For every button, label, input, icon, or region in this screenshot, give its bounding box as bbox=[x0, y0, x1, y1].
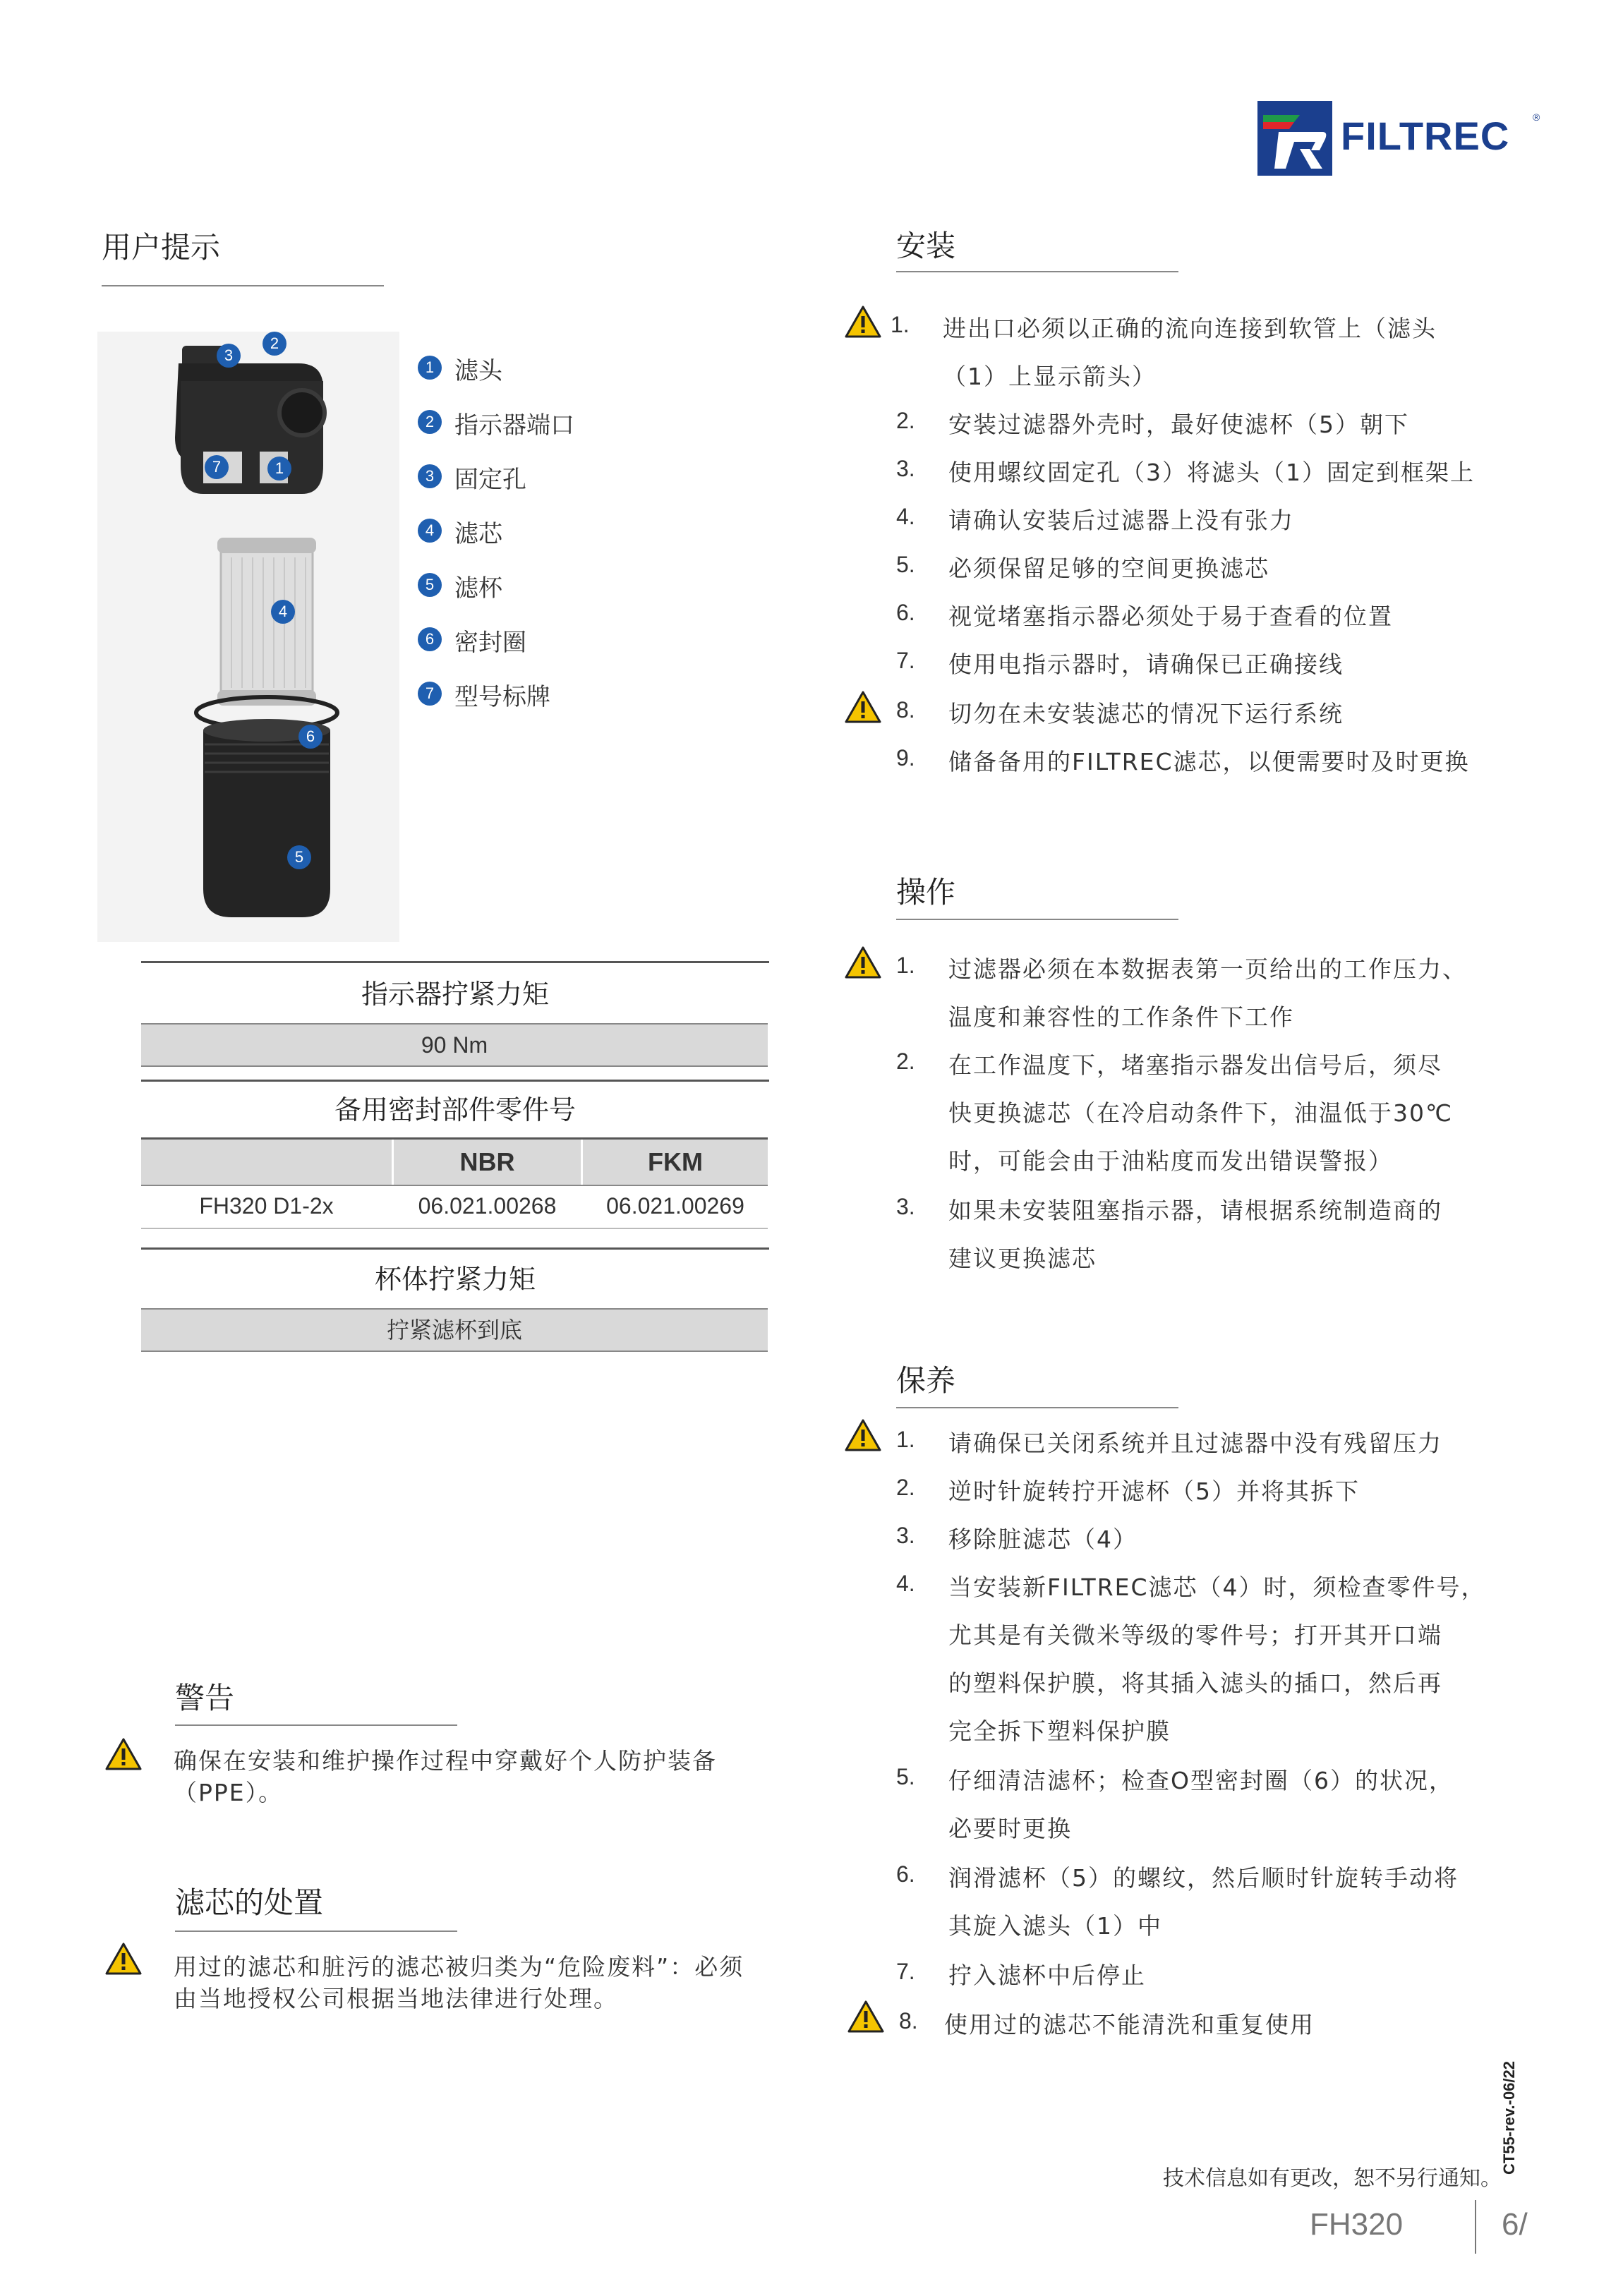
install-item-text: 必须保留足够的空间更换滤芯 bbox=[948, 555, 1269, 582]
callout-6: 6 bbox=[298, 725, 322, 749]
install-item-text: 使用螺纹固定孔（3）将滤头（1）固定到框架上 bbox=[948, 459, 1475, 486]
part-label: 滤芯 bbox=[454, 520, 502, 548]
seal-kit-title: 备用密封部件零件号 bbox=[334, 1094, 576, 1125]
maintenance-item-text: 移除脏滤芯（4） bbox=[948, 1525, 1138, 1553]
install-item-text: 请确认安装后过滤器上没有张力 bbox=[948, 507, 1294, 534]
operation-item-text: 在工作温度下，堵塞指示器发出信号后，须尽 bbox=[948, 1051, 1442, 1079]
part-number-badge: 2 bbox=[418, 410, 442, 434]
filtrec-logo-mark bbox=[1257, 101, 1332, 176]
seal-kit-header-row bbox=[141, 1137, 768, 1186]
bowl-torque-title: 杯体拧紧力矩 bbox=[374, 1264, 536, 1295]
warning-triangle-icon bbox=[104, 1942, 143, 1976]
seal-kit-nbr: 06.021.00268 bbox=[418, 1193, 557, 1219]
operation-item-text: 建议更换滤芯 bbox=[948, 1245, 1097, 1272]
install-item-number: 2. bbox=[896, 408, 915, 433]
maintenance-item-text: 的塑料保护膜，将其插入滤头的插口，然后再 bbox=[948, 1669, 1442, 1697]
maintenance-item-number: 2. bbox=[896, 1475, 915, 1500]
callout-3: 3 bbox=[217, 344, 241, 368]
maintenance-item-text: 逆时针旋转拧开滤杯（5）并将其拆下 bbox=[948, 1478, 1360, 1505]
table-rule bbox=[141, 1247, 769, 1250]
seal-kit-header-nbr: NBR bbox=[394, 1140, 583, 1185]
bowl-torque-value: 拧紧滤杯到底 bbox=[141, 1308, 768, 1352]
page-number: 6/ bbox=[1502, 2207, 1528, 2242]
disposal-rule bbox=[175, 1931, 457, 1932]
warning-triangle-icon bbox=[844, 945, 882, 979]
install-item-text: 使用电指示器时，请确保已正确接线 bbox=[948, 651, 1344, 678]
filter-exploded-illustration bbox=[97, 332, 399, 942]
callout-2: 2 bbox=[263, 332, 286, 356]
install-item-number: 4. bbox=[896, 504, 915, 529]
operation-item-number: 2. bbox=[896, 1049, 915, 1074]
maintenance-item-text: 使用过的滤芯不能清洗和重复使用 bbox=[944, 2011, 1315, 2038]
operation-item-text: 过滤器必须在本数据表第一页给出的工作压力、 bbox=[948, 955, 1467, 983]
install-item-text: 进出口必须以正确的流向连接到软管上（滤头 bbox=[943, 315, 1437, 342]
part-number-badge: 3 bbox=[418, 464, 442, 488]
operation-item-text: 时，可能会由于油粘度而发出错误警报） bbox=[948, 1147, 1393, 1175]
maintenance-item-number: 1. bbox=[896, 1427, 915, 1452]
maintenance-item-number: 4. bbox=[896, 1571, 915, 1596]
maintenance-item-text: 拧入滤杯中后停止 bbox=[948, 1962, 1146, 1989]
filter-drawing bbox=[97, 332, 399, 942]
table-rule bbox=[141, 961, 769, 963]
part-number-badge: 6 bbox=[418, 627, 442, 651]
maintenance-item-number: 5. bbox=[896, 1764, 915, 1789]
maintenance-item-text: 润滑滤杯（5）的螺纹，然后顺时针旋转手动将 bbox=[948, 1864, 1459, 1892]
maintenance-item-text: 当安装新FILTREC滤芯（4）时，须检查零件号， bbox=[948, 1573, 1486, 1601]
part-label: 型号标牌 bbox=[454, 683, 550, 711]
part-number-badge: 5 bbox=[418, 573, 442, 597]
install-item-text: 切勿在未安装滤芯的情况下运行系统 bbox=[948, 700, 1344, 727]
seal-kit-fkm: 06.021.00269 bbox=[606, 1193, 744, 1219]
maintenance-item-text: 完全拆下塑料保护膜 bbox=[948, 1717, 1171, 1745]
install-item-number: 1. bbox=[891, 312, 910, 337]
table-rule bbox=[141, 1080, 769, 1082]
callout-7: 7 bbox=[205, 455, 229, 479]
install-item-number: 5. bbox=[896, 552, 915, 577]
operation-item-text: 快更换滤芯（在冷启动条件下，油温低于30℃ bbox=[948, 1099, 1454, 1127]
seal-kit-model: FH320 D1-2x bbox=[199, 1193, 334, 1219]
maintenance-rule bbox=[896, 1407, 1178, 1408]
install-item-number: 8. bbox=[896, 697, 915, 723]
footer-note: 技术信息如有更改，恕不另行通知。 bbox=[1163, 2166, 1502, 2191]
warning-triangle-icon bbox=[847, 2000, 885, 2034]
installation-rule bbox=[896, 271, 1178, 272]
callout-4: 4 bbox=[271, 600, 295, 624]
user-tips-rule bbox=[102, 285, 384, 286]
warning-triangle-icon bbox=[844, 690, 882, 724]
footer-divider bbox=[1475, 2200, 1476, 2254]
maintenance-item-text: 尤其是有关微米等级的零件号；打开其开口端 bbox=[948, 1621, 1442, 1649]
disposal-title: 滤芯的处置 bbox=[175, 1885, 324, 1920]
seal-kit-header-blank bbox=[141, 1140, 394, 1185]
user-tips-title: 用户提示 bbox=[102, 230, 221, 265]
disposal-text-line2: 由当地授权公司根据当地法律进行处理。 bbox=[174, 1985, 618, 2012]
maintenance-item-number: 8. bbox=[899, 2008, 918, 2034]
part-label: 滤头 bbox=[454, 357, 502, 385]
warning-text-line2: （PPE）。 bbox=[174, 1779, 284, 1806]
warning-triangle-icon bbox=[104, 1737, 143, 1771]
warning-triangle-icon bbox=[844, 305, 882, 339]
install-item-number: 6. bbox=[896, 600, 915, 625]
part-label: 指示器端口 bbox=[454, 411, 574, 440]
disposal-text-line1: 用过的滤芯和脏污的滤芯被归类为“危险废料”：必须 bbox=[174, 1953, 744, 1981]
maintenance-item-text: 仔细清洁滤杯；检查O型密封圈（6）的状况， bbox=[948, 1767, 1454, 1794]
brand-name: FILTREC bbox=[1341, 114, 1510, 158]
maintenance-item-text: 其旋入滤头（1）中 bbox=[948, 1912, 1162, 1940]
indicator-torque-value: 90 Nm bbox=[141, 1023, 768, 1067]
part-number-badge: 4 bbox=[418, 519, 442, 543]
operation-rule bbox=[896, 919, 1178, 920]
installation-title: 安装 bbox=[896, 229, 956, 263]
operation-item-number: 1. bbox=[896, 953, 915, 978]
maintenance-item-text: 请确保已关闭系统并且过滤器中没有残留压力 bbox=[948, 1430, 1442, 1457]
warning-title: 警告 bbox=[175, 1681, 235, 1715]
callout-5: 5 bbox=[287, 845, 311, 869]
install-item-number: 3. bbox=[896, 456, 915, 481]
install-item-number: 7. bbox=[896, 648, 915, 673]
warning-rule bbox=[175, 1724, 457, 1726]
maintenance-item-text: 必要时更换 bbox=[948, 1815, 1072, 1842]
part-number-badge: 1 bbox=[418, 356, 442, 380]
filtrec-logo bbox=[1257, 97, 1554, 176]
operation-item-number: 3. bbox=[896, 1194, 915, 1219]
warning-text-line1: 确保在安装和维护操作过程中穿戴好个人防护装备 bbox=[174, 1747, 717, 1775]
seal-kit-header-fkm: FKM bbox=[648, 1147, 703, 1176]
operation-item-text: 温度和兼容性的工作条件下工作 bbox=[948, 1003, 1294, 1031]
maintenance-item-number: 3. bbox=[896, 1523, 915, 1548]
part-label: 密封圈 bbox=[454, 629, 526, 657]
operation-item-text: 如果未安装阻塞指示器，请根据系统制造商的 bbox=[948, 1197, 1442, 1224]
part-number-badge: 7 bbox=[418, 682, 442, 706]
registered-mark: ® bbox=[1533, 111, 1540, 123]
install-item-text: 储备备用的FILTREC滤芯，以便需要时及时更换 bbox=[948, 748, 1470, 775]
model-name: FH320 bbox=[1310, 2207, 1404, 2242]
install-item-text: （1）上显示箭头） bbox=[943, 363, 1157, 390]
install-item-text: 视觉堵塞指示器必须处于易于查看的位置 bbox=[948, 603, 1393, 630]
indicator-torque-title: 指示器拧紧力矩 bbox=[361, 979, 549, 1010]
operation-title: 操作 bbox=[896, 875, 956, 910]
install-item-text: 安装过滤器外壳时，最好使滤杯（5）朝下 bbox=[948, 411, 1409, 438]
maintenance-item-number: 7. bbox=[896, 1959, 915, 1984]
part-label: 固定孔 bbox=[454, 466, 526, 494]
maintenance-item-number: 6. bbox=[896, 1861, 915, 1887]
part-label: 滤杯 bbox=[454, 574, 502, 603]
maintenance-title: 保养 bbox=[896, 1363, 956, 1398]
callout-1: 1 bbox=[267, 457, 291, 481]
install-item-number: 9. bbox=[896, 745, 915, 771]
warning-triangle-icon bbox=[844, 1418, 882, 1452]
seal-kit-row bbox=[141, 1184, 768, 1229]
